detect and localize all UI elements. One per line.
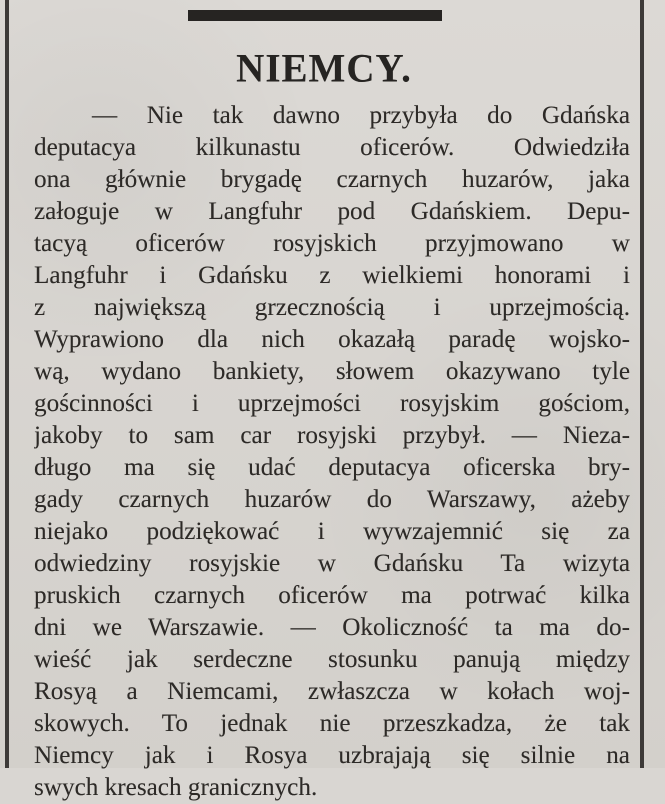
article-line: skowych. To jednak nie przeszkadza, że tak bbox=[34, 710, 630, 737]
article-line: odwiedziny rosyjskie w Gdańsku Ta wizyta bbox=[34, 550, 630, 577]
article-line: wieść jak serdeczne stosunku panują między bbox=[34, 646, 630, 673]
article-line: niejako podziękować i wywzajemnić się za bbox=[34, 518, 630, 545]
article-line: Wyprawiono dla nich okazałą paradę wojsko- bbox=[34, 326, 630, 353]
article-line: gościnności i uprzejmości rosyjskim gościom, bbox=[34, 390, 630, 417]
article-line: dni we Warszawie. — Okoliczność ta ma do- bbox=[34, 614, 630, 641]
article-line: tacyą oficerów rosyjskich przyjmowano w bbox=[34, 230, 630, 257]
article-line: długo ma się udać deputacya oficerska bry- bbox=[34, 454, 630, 481]
article-line: wą, wydano bankiety, słowem okazywano tyle bbox=[34, 358, 630, 385]
article-line: gady czarnych huzarów do Warszawy, ażeby bbox=[34, 486, 630, 513]
right-column-rule bbox=[640, 0, 644, 768]
article-body bbox=[34, 100, 630, 801]
article-line: swych kresach granicznych. bbox=[34, 774, 318, 801]
section-separator-bar bbox=[188, 10, 442, 21]
article-line: Langfuhr i Gdańsku z wielkiemi honorami i bbox=[34, 262, 630, 289]
article-line: — Nie tak dawno przybyła do Gdańska bbox=[92, 102, 630, 129]
adjacent-column-edge bbox=[646, 0, 665, 768]
article-line: jakoby to sam car rosyjski przybył. — Nieza- bbox=[34, 422, 630, 449]
article-line: deputacya kilkunastu oficerów. Odwiedziła bbox=[34, 134, 630, 161]
article-headline: NIEMCY. bbox=[236, 46, 412, 91]
article-line: z największą grzecznością i uprzejmością. bbox=[34, 294, 630, 321]
article-line: pruskich czarnych oficerów ma potrwać kilka bbox=[34, 582, 630, 609]
article-line: Rosyą a Niemcami, zwłaszcza w kołach woj- bbox=[34, 678, 630, 705]
article-line: załoguje w Langfuhr pod Gdańskiem. Depu- bbox=[34, 198, 630, 225]
article-line: ona głównie brygadę czarnych huzarów, jaka bbox=[34, 166, 630, 193]
left-column-rule bbox=[5, 0, 9, 768]
article-line: Niemcy jak i Rosya uzbrajają się silnie na bbox=[34, 742, 630, 769]
